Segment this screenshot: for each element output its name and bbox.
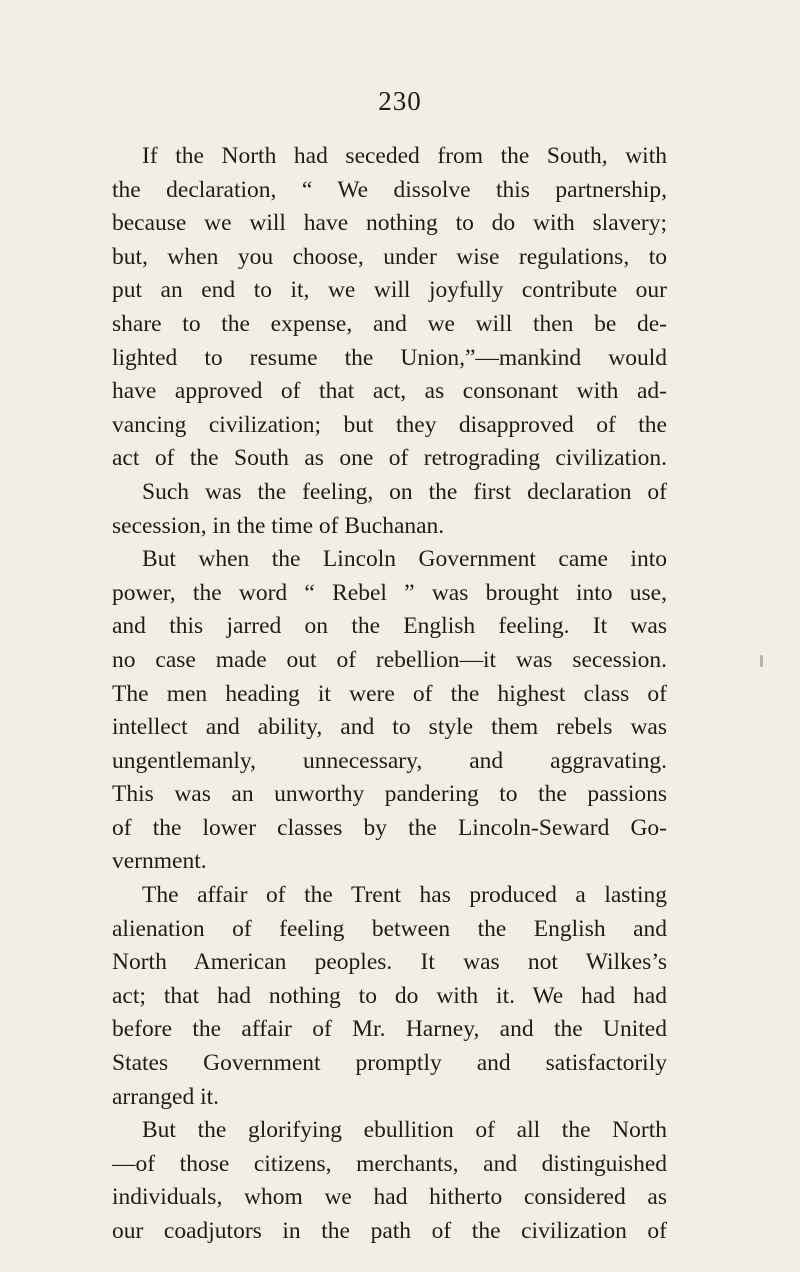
text-line: because we will have nothing to do with slavery; [112,210,667,237]
text-line: and this jarred on the English feeling. It was [112,613,667,640]
text-line: put an end to it, we will joyfully contribute our [112,277,667,304]
text-line: Such was the feeling, on the first declaration of [142,478,667,505]
text-line: ungentlemanly, unnecessary, and aggravating. [112,747,667,774]
text-line: —of those citizens, merchants, and distinguished [112,1150,667,1177]
text-line: but, when you choose, under wise regulations, to [112,243,667,270]
text-line: vernment. [112,848,207,875]
text-line: power, the word “ Rebel ” was brought into use, [112,579,667,606]
text-line: act; that had nothing to do with it. We had had [112,982,667,1009]
text-line: But the glorifying ebullition of all the North [142,1117,667,1144]
text-line: have approved of that act, as consonant with ad- [112,378,667,405]
text-line: The affair of the Trent has produced a lasting [142,882,667,909]
text-line: no case made out of rebellion—it was secession. [112,646,667,673]
text-line: But when the Lincoln Government came into [142,546,667,573]
text-line: before the affair of Mr. Harney, and the United [112,1016,667,1043]
text-line: alienation of feeling between the English and [112,915,667,942]
text-line: lighted to resume the Union,”—mankind would [112,344,667,371]
text-line: The men heading it were of the highest class of [112,680,667,707]
text-line: This was an unworthy pandering to the passions [112,781,667,808]
text-line: If the North had seceded from the South, with [142,143,667,169]
text-line: individuals, whom we had hitherto considered as [112,1184,667,1211]
text-line: of the lower classes by the Lincoln-Seward Go- [112,814,667,841]
text-line: arranged it. [112,1083,220,1110]
text-line: North American peoples. It was not Wilkes’s [112,949,667,976]
text-line: intellect and ability, and to style them rebels was [112,714,667,741]
text-line: act of the South as one of retrograding civilization. [112,445,667,472]
text-line: the declaration, “ We dissolve this partnership, [112,176,667,203]
text-line: share to the expense, and we will then be de- [112,310,667,337]
body-text [112,140,667,1249]
print-speck [760,655,763,667]
text-line: States Government promptly and satisfactorily [112,1050,667,1077]
text-line: vancing civilization; but they disapproved of the [112,411,667,438]
text-line: secession, in the time of Buchanan. [112,512,445,539]
text-line: our coadjutors in the path of the civilization of [112,1218,667,1244]
page-number: 230 [378,86,422,116]
